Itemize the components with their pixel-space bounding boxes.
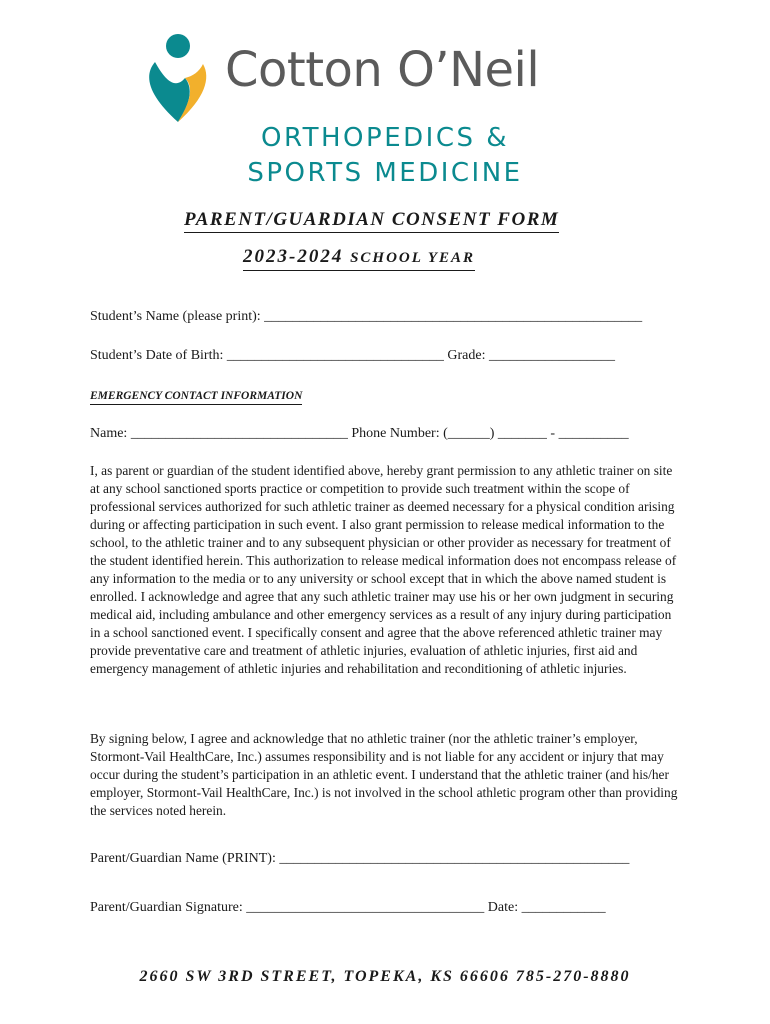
subtitle-line-1: ORTHOPEDICS &: [260, 123, 510, 153]
emergency-heading: EMERGENCY CONTACT INFORMATION: [90, 389, 302, 405]
school-year-value: 2023-2024: [243, 246, 344, 267]
school-year-suffix: SCHOOL YEAR: [350, 250, 476, 266]
person-heart-icon: [145, 32, 211, 124]
form-title: PARENT/GUARDIAN CONSENT FORM: [184, 208, 559, 233]
school-year: [243, 245, 475, 271]
department-subtitle: [0, 121, 770, 191]
student-name-field[interactable]: Student’s Name (please print): ______________________________________________________: [90, 309, 643, 324]
brand-logo: [145, 32, 615, 127]
footer-address: 2660 SW 3RD STREET, TOPEKA, KS 66606 785-270-8880: [139, 968, 631, 985]
emergency-contact-field[interactable]: Name: _______________________________ Phone Number: (______) _______ - __________: [90, 426, 629, 441]
consent-paragraph: I, as parent or guardian of the student identified above, hereby grant permission to any athletic trainer on site at any school sanctioned sports practice or competition to provide such treatment within the scope of professional services authorized for such athletic trainer as deemed necessary for a physical condition arising during or affecting participation in such event. I also grant permission to release medical information to the school, to the athletic trainer and to any subsequent physician or other provider as necessary for treatment of the student identified herein. This authorization to release medical information does not encompass release of any information to the media or to any university or school except that in which the above named student is enrolled. I acknowledge and agree that any such athletic trainer may use his or her own judgment in securing medical aid, including ambulance and other emergency services as a result of any injury during participation in a school sanctioned event. I specifically consent and agree that the above referenced athletic trainer may provide preventative care and treatment of athletic injuries, evaluation of athletic injuries, first aid and emergency management of athletic injuries and rehabilitation and reconditioning of athletic injuries.: [90, 463, 677, 676]
liability-paragraph: By signing below, I agree and acknowledge that no athletic trainer (nor the athletic trainer’s employer, Stormont-Vail HealthCare, Inc.) assumes responsibility and is not liable for any accident or injury that may occur during the student’s participation in an athletic event. I understand that the athletic trainer (and his/her employer, Stormont-Vail HealthCare, Inc.) is not involved in the school athletic program other than providing the services noted herein.: [90, 731, 678, 818]
dob-grade-field[interactable]: Student’s Date of Birth: _______________________________ Grade: __________________: [90, 348, 615, 363]
guardian-name-field[interactable]: Parent/Guardian Name (PRINT): __________________________________________________: [90, 851, 630, 866]
guardian-signature-field[interactable]: Parent/Guardian Signature: __________________________________ Date: ____________: [90, 900, 606, 915]
subtitle-line-2: SPORTS MEDICINE: [247, 158, 523, 188]
brand-name: Cotton O’Neil: [225, 42, 540, 98]
